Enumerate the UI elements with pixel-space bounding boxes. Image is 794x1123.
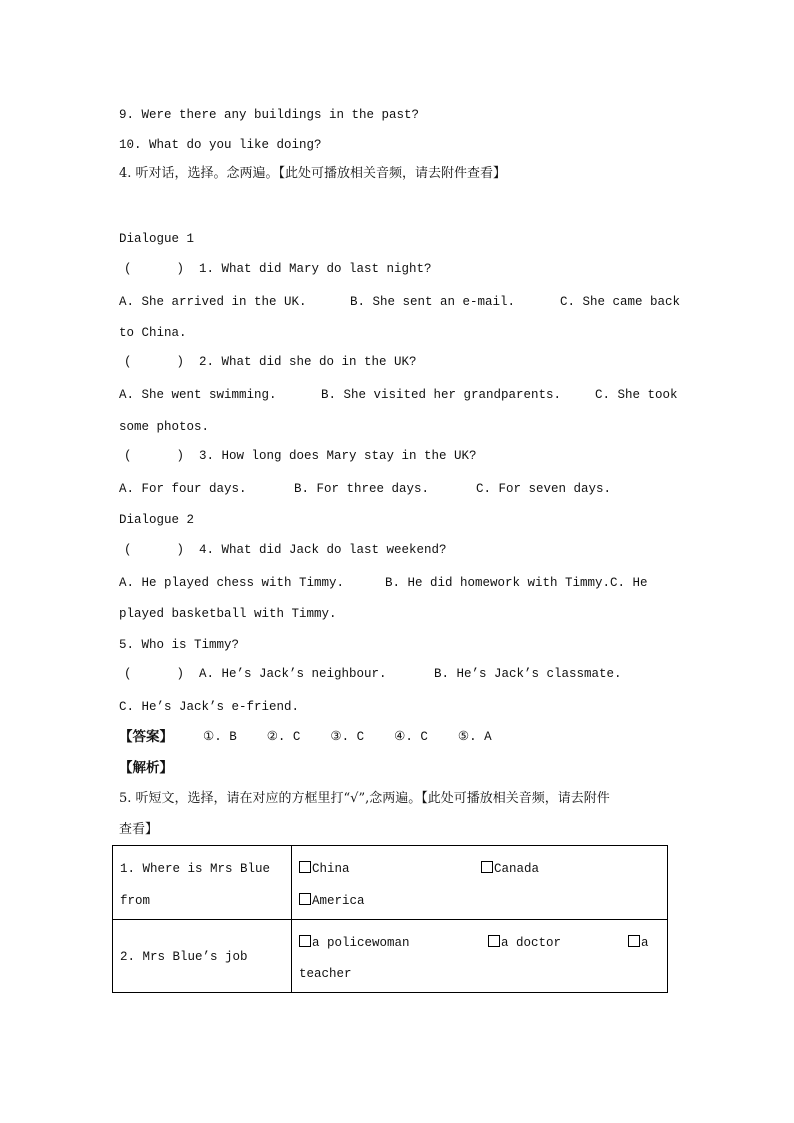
question-9: 9. Were there any buildings in the past? <box>119 108 420 122</box>
option-america-label: America <box>312 894 365 908</box>
section-5-heading-cont: 查看】 <box>119 822 159 837</box>
option-canada[interactable] <box>481 861 539 877</box>
q2-option-a: A. She went swimming. <box>119 388 277 402</box>
q4-option-c: C. He <box>610 576 648 590</box>
q1-option-c: C. She came back <box>560 295 681 309</box>
checkbox-icon <box>488 935 500 947</box>
table-row <box>113 846 668 920</box>
section-4-heading: 4. 听对话，选择。念两遍。【此处可播放相关音频，请去附件查看】 <box>119 166 507 181</box>
table-question-1: 1. Where is Mrs Blue <box>120 862 271 876</box>
question-3: ( ) 3. How long does Mary stay in the UK? <box>124 449 477 463</box>
checkbox-icon <box>481 861 493 873</box>
q4-option-c-cont: played basketball with Timmy. <box>119 607 337 621</box>
option-china-label: China <box>312 862 350 876</box>
table-options-cell <box>292 920 668 993</box>
answer-label: 【答案】 <box>119 729 173 745</box>
question-4: ( ) 4. What did Jack do last weekend? <box>124 543 447 557</box>
question-5: 5. Who is Timmy? <box>119 638 240 652</box>
section-5-heading: 5. 听短文，选择，请在对应的方框里打“√”,念两遍。【此处可播放相关音频，请去附件 <box>119 791 610 806</box>
option-doctor[interactable] <box>488 935 561 951</box>
option-china[interactable] <box>299 861 350 877</box>
checkbox-icon <box>299 935 311 947</box>
q1-option-c-cont: to China. <box>119 326 187 340</box>
q1-option-a: A. She arrived in the UK. <box>119 295 307 309</box>
option-doctor-label: a doctor <box>501 936 562 950</box>
dialogue-2-label: Dialogue 2 <box>119 513 195 527</box>
analysis-label: 【解析】 <box>119 760 173 776</box>
option-teacher-cont: teacher <box>299 967 352 981</box>
question-2: ( ) 2. What did she do in the UK? <box>124 355 417 369</box>
option-teacher[interactable] <box>628 935 649 951</box>
q2-option-b: B. She visited her grandparents. <box>321 388 562 402</box>
q4-option-b: B. He did homework with Timmy. <box>385 576 611 590</box>
q3-option-b: B. For three days. <box>294 482 430 496</box>
question-1: ( ) 1. What did Mary do last night? <box>124 262 432 276</box>
table-question-cell <box>113 846 292 920</box>
q5-option-b: B. He’s Jack’s classmate. <box>434 667 622 681</box>
table-question-cell <box>113 920 292 993</box>
table-row <box>113 920 668 993</box>
question-10: 10. What do you like doing? <box>119 138 322 152</box>
option-teacher-label: a <box>641 936 649 950</box>
checkbox-icon <box>628 935 640 947</box>
q5-option-c: C. He’s Jack’s e-friend. <box>119 700 300 714</box>
q5-option-a: ( ) A. He’s Jack’s neighbour. <box>124 667 387 681</box>
answer-table <box>112 845 668 993</box>
table-options-cell <box>292 846 668 920</box>
q2-option-c: C. She took <box>595 388 678 402</box>
option-canada-label: Canada <box>494 862 540 876</box>
answer-values: ①. B ②. C ③. C ④. C ⑤. A <box>203 730 492 744</box>
option-america[interactable] <box>299 893 365 909</box>
option-policewoman[interactable] <box>299 935 410 951</box>
option-policewoman-label: a policewoman <box>312 936 410 950</box>
q1-option-b: B. She sent an e-mail. <box>350 295 516 309</box>
q4-option-a: A. He played chess with Timmy. <box>119 576 345 590</box>
table-question-1-cont: from <box>120 894 151 908</box>
table-question-2: 2. Mrs Blue’s job <box>120 950 248 964</box>
q3-option-c: C. For seven days. <box>476 482 612 496</box>
checkbox-icon <box>299 861 311 873</box>
q3-option-a: A. For four days. <box>119 482 247 496</box>
dialogue-1-label: Dialogue 1 <box>119 232 195 246</box>
checkbox-icon <box>299 893 311 905</box>
q2-option-c-cont: some photos. <box>119 420 210 434</box>
